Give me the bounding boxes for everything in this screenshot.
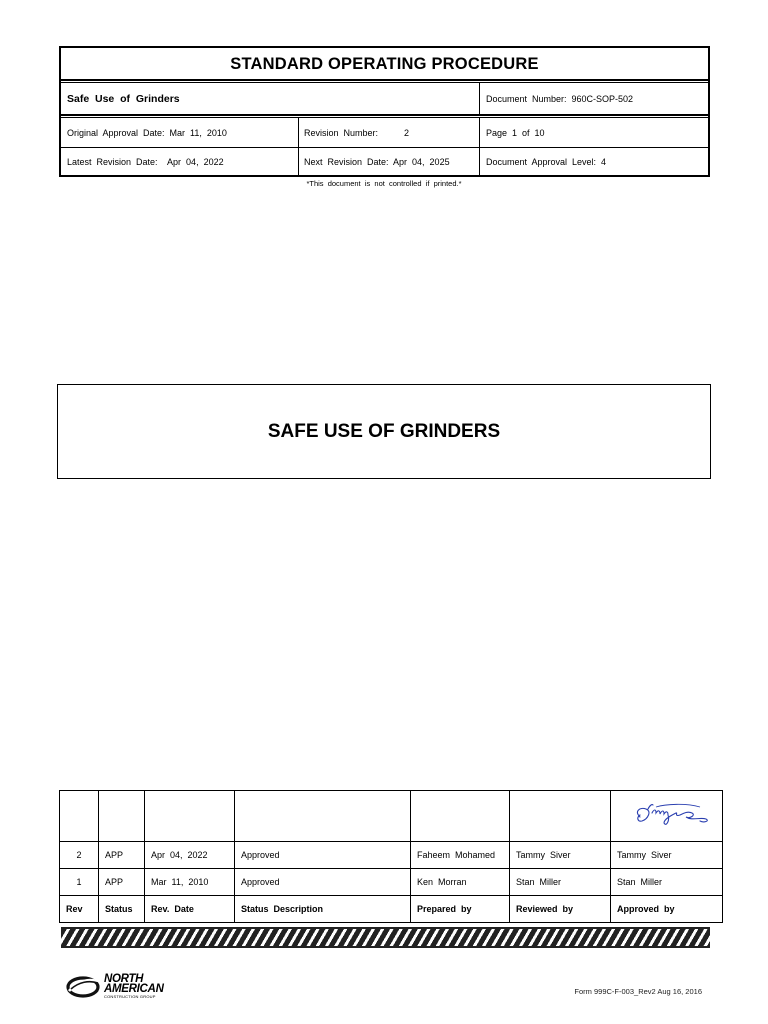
table-row: [60, 869, 723, 896]
logo-swoosh-icon: [66, 974, 102, 1000]
sop-header: [59, 46, 710, 177]
table-cell: Apr 04, 2022: [145, 842, 235, 869]
table-header-cell: Prepared by: [411, 896, 510, 923]
table-cell: 2: [60, 842, 99, 869]
revision-number: [298, 118, 479, 147]
main-title: SAFE USE OF GRINDERS: [57, 384, 711, 479]
form-number: Form 999C-F-003_Rev2 Aug 16, 2016: [574, 987, 702, 996]
page-count: Page 1 of 10: [486, 127, 545, 138]
table-header-cell: Rev: [60, 896, 99, 923]
document-number: Document Number: 960C-SOP-502: [486, 93, 634, 104]
stripe-border: [61, 946, 710, 948]
logo-line-1: NORTH: [104, 973, 144, 985]
table-header-cell: Reviewed by: [510, 896, 611, 923]
print-notice: *This document is not controlled if printed.*: [306, 179, 462, 188]
latest-revision-date: Latest Revision Date: Apr 04, 2022: [67, 156, 224, 167]
table-cell: [510, 791, 611, 842]
table-cell: Approved: [235, 842, 411, 869]
table-cell: Ken Morran: [411, 869, 510, 896]
logo-subtitle: CONSTRUCTION GROUP: [104, 994, 156, 999]
divider: [479, 118, 480, 175]
logo-line-2: AMERICAN: [104, 983, 164, 995]
table-header-cell: Approved by: [611, 896, 723, 923]
table-header-row: [60, 896, 723, 923]
document-title: Safe Use of Grinders: [67, 92, 180, 105]
table-header-cell: Status: [99, 896, 145, 923]
next-revision-date: Next Revision Date: Apr 04, 2025: [304, 156, 450, 167]
sop-heading: STANDARD OPERATING PROCEDURE: [230, 54, 539, 73]
table-cell: [99, 791, 145, 842]
hazard-stripe: [61, 929, 710, 946]
table-cell: [411, 791, 510, 842]
table-cell: Approved: [235, 869, 411, 896]
signature-image: [626, 801, 722, 829]
table-cell: APP: [99, 869, 145, 896]
table-cell: [235, 791, 411, 842]
table-cell: Tammy Siver: [510, 842, 611, 869]
signature-row: [60, 791, 723, 842]
table-cell: [60, 791, 99, 842]
table-cell: Tammy Siver: [611, 842, 723, 869]
revision-number-label: Revision Number:: [304, 127, 379, 138]
table-header-cell: Status Description: [235, 896, 411, 923]
revision-table: [59, 790, 723, 923]
table-row: [60, 842, 723, 869]
document-approval-level: Document Approval Level: 4: [486, 156, 607, 167]
divider: [298, 118, 299, 175]
table-cell: [145, 791, 235, 842]
table-cell: APP: [99, 842, 145, 869]
table-cell: Faheem Mohamed: [411, 842, 510, 869]
table-cell: 1: [60, 869, 99, 896]
table-cell: Stan Miller: [611, 869, 723, 896]
company-logo: [66, 972, 186, 1002]
revision-number-value: 2: [404, 127, 410, 138]
original-approval-date: Original Approval Date: Mar 11, 2010: [67, 127, 227, 138]
table-cell: Stan Miller: [510, 869, 611, 896]
logo-wordmark: [104, 974, 164, 994]
table-cell: Mar 11, 2010: [145, 869, 235, 896]
signature-cell: [611, 791, 723, 842]
table-header-cell: Rev. Date: [145, 896, 235, 923]
